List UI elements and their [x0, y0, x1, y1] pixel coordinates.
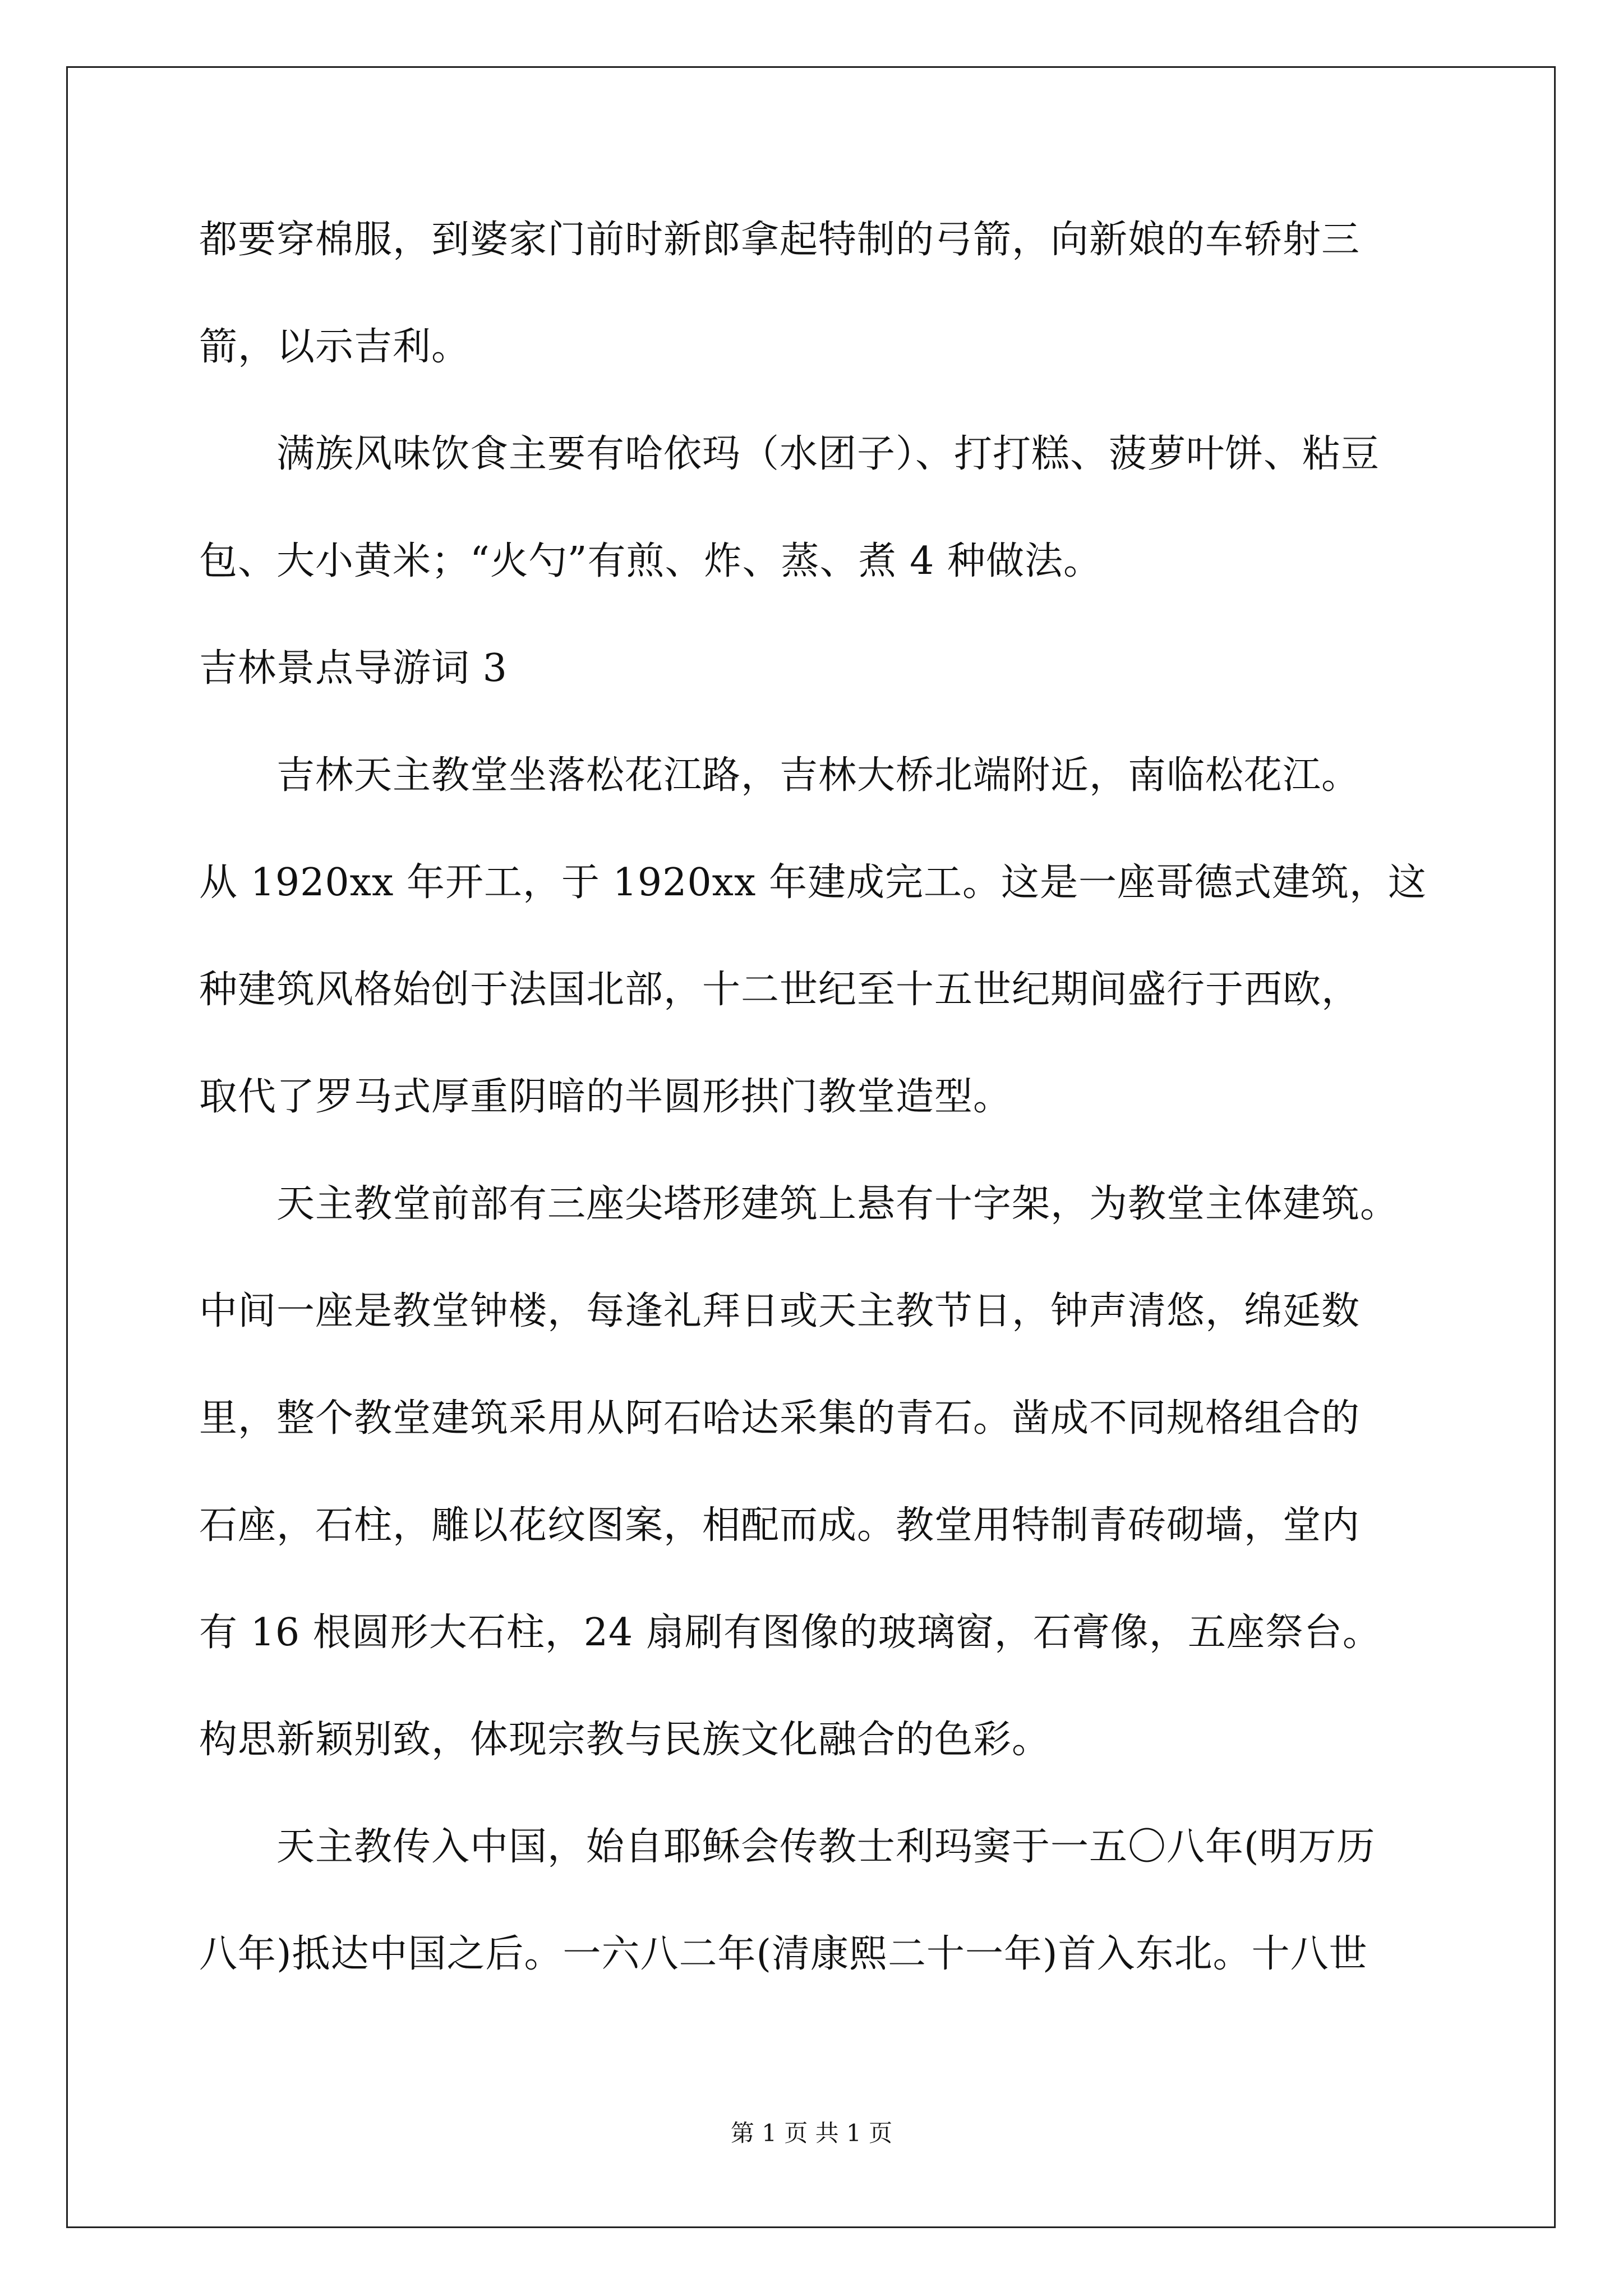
text-line: 天主教堂前部有三座尖塔形建筑上悬有十字架，为教堂主体建筑。	[276, 1182, 1399, 1226]
text-line: 中间一座是教堂钟楼，每逢礼拜日或天主教节日，钟声清悠，绵延数	[199, 1289, 1361, 1333]
page-number-footer: 第 1 页 共 1 页	[730, 2119, 893, 2147]
text-line: 种建筑风格始创于法国北部，十二世纪至十五世纪期间盛行于西欧，	[199, 968, 1361, 1012]
text-line: 有 16 根圆形大石柱，24 扇刷有图像的玻璃窗，石膏像，五座祭台。	[199, 1611, 1381, 1655]
text-line: 石座，石柱，雕以花纹图案，相配而成。教堂用特制青砖砌墙，堂内	[199, 1503, 1361, 1548]
text-line: 天主教传入中国，始自耶稣会传教士利玛窦于一五〇八年(明万历	[276, 1825, 1376, 1869]
text-line: 箭，以示吉利。	[199, 325, 471, 369]
document-body	[199, 213, 1433, 2035]
section-heading: 吉林景点导游词 3	[199, 646, 508, 691]
text-line: 从 1920xx 年开工，于 1920xx 年建成完工。这是一座哥德式建筑，这	[199, 861, 1427, 905]
text-line: 都要穿棉服，到婆家门前时新郎拿起特制的弓箭，向新娘的车轿射三	[199, 218, 1361, 262]
text-line: 里，整个教堂建筑采用从阿石哈达采集的青石。凿成不同规格组合的	[199, 1396, 1361, 1441]
text-line: 满族风味饮食主要有哈依玛（水团子）、打打糕、菠萝叶饼、粘豆	[276, 432, 1380, 476]
text-line: 取代了罗马式厚重阴暗的半圆形拱门教堂造型。	[199, 1075, 1012, 1119]
text-line: 八年)抵达中国之后。一六八二年(清康熙二十一年)首入东北。十八世	[199, 1932, 1368, 1976]
text-line: 包、大小黄米；“火勺”有煎、炸、蒸、煮 4 种做法。	[199, 539, 1103, 583]
text-line: 吉林天主教堂坐落松花江路，吉林大桥北端附近，南临松花江。	[276, 753, 1361, 798]
text-line: 构思新颖别致，体现宗教与民族文化融合的色彩。	[199, 1718, 1051, 1762]
